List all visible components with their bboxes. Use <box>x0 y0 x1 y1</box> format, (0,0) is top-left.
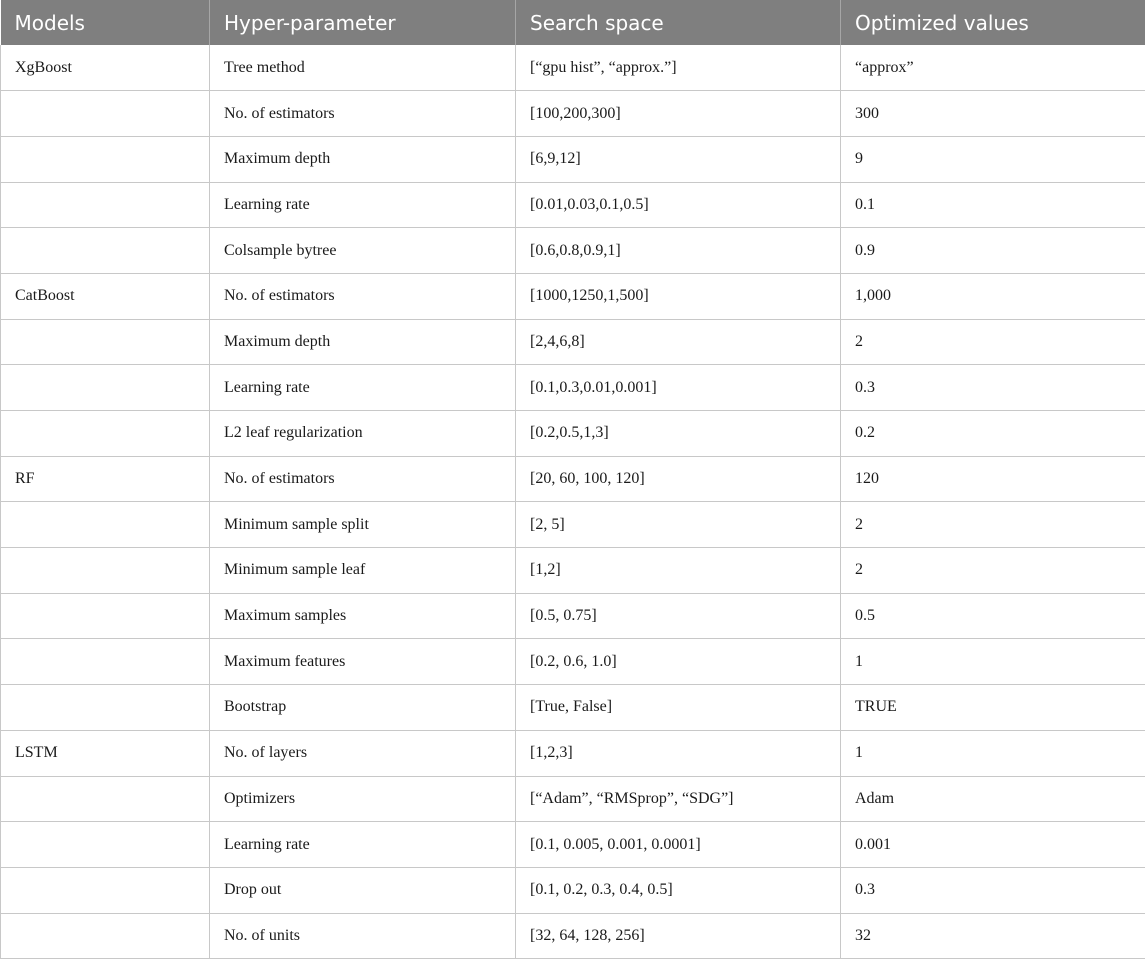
cell-optimized-value: 0.3 <box>841 365 1145 411</box>
cell-optimized-value: TRUE <box>841 685 1145 731</box>
cell-optimized-value: 2 <box>841 548 1145 594</box>
cell-search-space: [1,2] <box>516 548 841 594</box>
header-search-space: Search space <box>516 0 841 45</box>
cell-hyper-parameter: Learning rate <box>210 182 516 228</box>
cell-optimized-value: 0.3 <box>841 867 1145 913</box>
cell-hyper-parameter: Learning rate <box>210 822 516 868</box>
cell-search-space: [0.5, 0.75] <box>516 593 841 639</box>
header-optimized-values: Optimized values <box>841 0 1145 45</box>
cell-model <box>1 548 210 594</box>
cell-hyper-parameter: No. of layers <box>210 730 516 776</box>
cell-hyper-parameter: No. of units <box>210 913 516 959</box>
cell-search-space: [0.6,0.8,0.9,1] <box>516 228 841 274</box>
cell-optimized-value: 2 <box>841 502 1145 548</box>
cell-search-space: [2, 5] <box>516 502 841 548</box>
cell-optimized-value: 32 <box>841 913 1145 959</box>
cell-hyper-parameter: No. of estimators <box>210 91 516 137</box>
cell-optimized-value: 1 <box>841 639 1145 685</box>
cell-optimized-value: 1,000 <box>841 273 1145 319</box>
cell-optimized-value: 2 <box>841 319 1145 365</box>
cell-hyper-parameter: No. of estimators <box>210 273 516 319</box>
cell-search-space: [20, 60, 100, 120] <box>516 456 841 502</box>
cell-model <box>1 319 210 365</box>
table-row <box>1 182 1145 228</box>
cell-search-space: [2,4,6,8] <box>516 319 841 365</box>
cell-hyper-parameter: No. of estimators <box>210 456 516 502</box>
cell-search-space: [1000,1250,1,500] <box>516 273 841 319</box>
cell-optimized-value: 120 <box>841 456 1145 502</box>
cell-search-space: [0.1,0.3,0.01,0.001] <box>516 365 841 411</box>
table-row <box>1 411 1145 457</box>
header-row <box>1 0 1145 45</box>
cell-model <box>1 502 210 548</box>
table-row <box>1 228 1145 274</box>
cell-model <box>1 822 210 868</box>
table-body <box>1 45 1145 959</box>
cell-model <box>1 639 210 685</box>
table-row <box>1 456 1145 502</box>
cell-hyper-parameter: Tree method <box>210 45 516 91</box>
cell-search-space: [1,2,3] <box>516 730 841 776</box>
cell-optimized-value: 0.5 <box>841 593 1145 639</box>
cell-model: RF <box>1 456 210 502</box>
cell-optimized-value: 0.001 <box>841 822 1145 868</box>
cell-hyper-parameter: Maximum features <box>210 639 516 685</box>
cell-hyper-parameter: Maximum depth <box>210 136 516 182</box>
cell-model <box>1 685 210 731</box>
cell-optimized-value: Adam <box>841 776 1145 822</box>
table-row <box>1 593 1145 639</box>
cell-search-space: [0.1, 0.005, 0.001, 0.0001] <box>516 822 841 868</box>
table-header <box>1 0 1145 45</box>
table-row <box>1 136 1145 182</box>
cell-optimized-value: “approx” <box>841 45 1145 91</box>
table-row <box>1 548 1145 594</box>
table-row <box>1 685 1145 731</box>
cell-model: CatBoost <box>1 273 210 319</box>
cell-search-space: [“gpu hist”, “approx.”] <box>516 45 841 91</box>
cell-search-space: [32, 64, 128, 256] <box>516 913 841 959</box>
cell-model <box>1 913 210 959</box>
cell-search-space: [0.01,0.03,0.1,0.5] <box>516 182 841 228</box>
cell-optimized-value: 0.2 <box>841 411 1145 457</box>
cell-search-space: [“Adam”, “RMSprop”, “SDG”] <box>516 776 841 822</box>
cell-hyper-parameter: Colsample bytree <box>210 228 516 274</box>
table-row <box>1 502 1145 548</box>
cell-hyper-parameter: L2 leaf regularization <box>210 411 516 457</box>
cell-search-space: [0.2,0.5,1,3] <box>516 411 841 457</box>
cell-model <box>1 365 210 411</box>
cell-model <box>1 228 210 274</box>
cell-optimized-value: 1 <box>841 730 1145 776</box>
cell-model <box>1 867 210 913</box>
cell-model <box>1 182 210 228</box>
cell-model: LSTM <box>1 730 210 776</box>
cell-hyper-parameter: Optimizers <box>210 776 516 822</box>
table-row <box>1 45 1145 91</box>
table-row <box>1 822 1145 868</box>
cell-optimized-value: 0.1 <box>841 182 1145 228</box>
table-row <box>1 91 1145 137</box>
cell-search-space: [100,200,300] <box>516 91 841 137</box>
cell-optimized-value: 300 <box>841 91 1145 137</box>
cell-model <box>1 593 210 639</box>
cell-model <box>1 411 210 457</box>
cell-search-space: [True, False] <box>516 685 841 731</box>
cell-model <box>1 776 210 822</box>
header-hyper-parameter: Hyper-parameter <box>210 0 516 45</box>
cell-hyper-parameter: Bootstrap <box>210 685 516 731</box>
cell-search-space: [0.2, 0.6, 1.0] <box>516 639 841 685</box>
cell-model <box>1 91 210 137</box>
cell-hyper-parameter: Drop out <box>210 867 516 913</box>
cell-search-space: [6,9,12] <box>516 136 841 182</box>
table-row <box>1 913 1145 959</box>
table-row <box>1 365 1145 411</box>
table-row <box>1 776 1145 822</box>
table-row <box>1 867 1145 913</box>
table-row <box>1 639 1145 685</box>
table-row <box>1 319 1145 365</box>
table-row <box>1 273 1145 319</box>
cell-hyper-parameter: Minimum sample split <box>210 502 516 548</box>
cell-hyper-parameter: Maximum samples <box>210 593 516 639</box>
cell-optimized-value: 0.9 <box>841 228 1145 274</box>
cell-search-space: [0.1, 0.2, 0.3, 0.4, 0.5] <box>516 867 841 913</box>
cell-model <box>1 136 210 182</box>
cell-hyper-parameter: Learning rate <box>210 365 516 411</box>
table-row <box>1 730 1145 776</box>
cell-hyper-parameter: Minimum sample leaf <box>210 548 516 594</box>
cell-model: XgBoost <box>1 45 210 91</box>
cell-hyper-parameter: Maximum depth <box>210 319 516 365</box>
header-models: Models <box>1 0 210 45</box>
cell-optimized-value: 9 <box>841 136 1145 182</box>
